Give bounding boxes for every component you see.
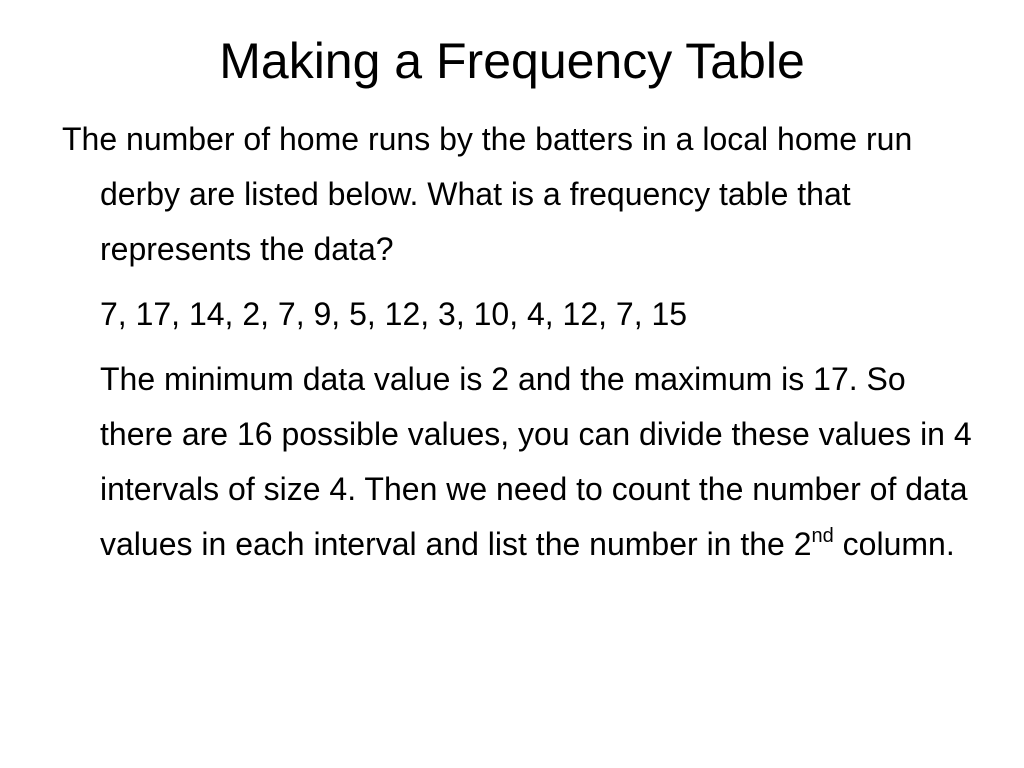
explanation-main: The minimum data value is 2 and the maximum is 17. So there are 16 possible values, you can divide these values in 4 intervals of size 4. Then we need to count the number of data values in each interval and list the number in the 2 xyxy=(100,361,972,562)
data-values: 7, 17, 14, 2, 7, 9, 5, 12, 3, 10, 4, 12, 7, 15 xyxy=(100,296,688,332)
question-text: The number of home runs by the batters in a local home run derby are listed below. What is a frequency table that represents the data? xyxy=(62,121,913,267)
ordinal-superscript: nd xyxy=(811,525,834,547)
slide-title: Making a Frequency Table xyxy=(219,33,805,89)
explanation-tail: column. xyxy=(833,526,955,562)
slide-body xyxy=(62,112,982,572)
explanation-text xyxy=(62,352,982,572)
